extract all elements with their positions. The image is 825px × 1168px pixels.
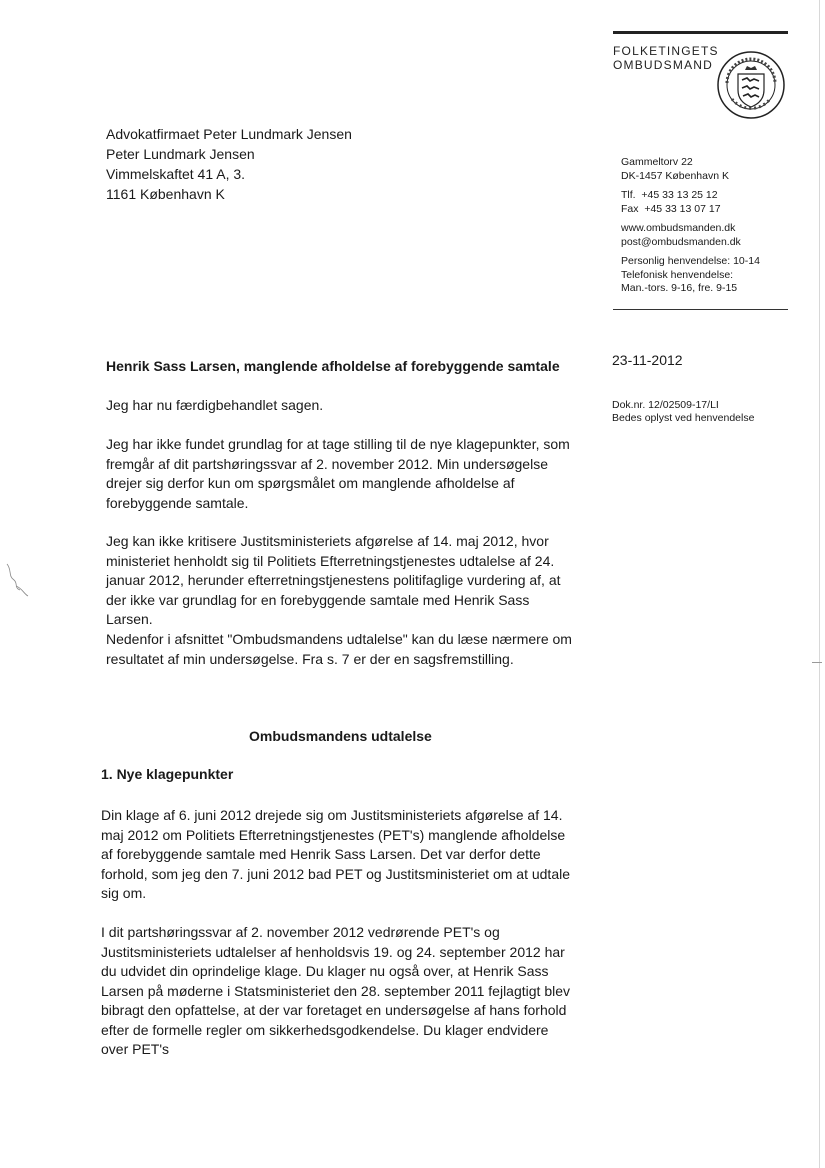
sender-website: www.ombudsmanden.dk [621, 222, 736, 234]
sender-street: Gammeltorv 22 [621, 156, 693, 168]
organization-name [613, 44, 719, 72]
body-paragraph: Jeg kan ikke kritisere Justitsministeriets afgørelse af 14. maj 2012, hvor ministeriet henholdt sig til Politiets Efterretningstjenestes udtalelse af 24. januar 2012, herunder efterretningstjenestens politifaglige vurdering af, at der ikke var grundlag for en forebyggende samtale med Henrik Sass Larsen. [106, 533, 561, 627]
document-reference-note: Bedes oplyst ved henvendelse [612, 412, 755, 424]
recipient-line: Vimmelskaftet 41 A, 3. [106, 166, 246, 182]
letter-subject: Henrik Sass Larsen, manglende afholdelse af forebyggende samtale [106, 358, 560, 374]
sender-email: post@ombudsmanden.dk [621, 235, 741, 248]
letter-date: 23-11-2012 [612, 352, 683, 368]
body-paragraph: Nedenfor i afsnittet "Ombudsmandens udtalelse" kan du læse nærmere om resultatet af min undersøgelse. Fra s. 7 er der en sagsfremstilling. [106, 631, 572, 667]
organization-name-line2: OMBUDSMAND [613, 58, 714, 72]
sender-phone: Tlf. +45 33 13 25 12 [621, 189, 718, 201]
folketinget-seal-icon [716, 50, 786, 120]
body-paragraph: I dit partshøringssvar af 2. november 2012 vedrørende PET's og Justitsministeriets udtalelser af henholdsvis 19. og 24. september 2012 har du udvidet din oprindelige klage. Du klager nu også over, at Henrik Sass Larsen på møderne i Statsministeriet den 28. september 2011 fejlagtigt blev bibragt den opfattelse, at der var foretaget en undersøgelse af hans forhold efter de formelle regler om sikkerhedsgodkendelse. Du klager endvidere over PET's [101, 924, 570, 1057]
recipient-line: Peter Lundmark Jensen [106, 146, 255, 162]
margin-mark-icon [4, 560, 30, 600]
sender-hours: Telefonisk henvendelse: [621, 268, 734, 281]
sender-hours: Man.-tors. 9-16, fre. 9-15 [621, 282, 738, 294]
contact-divider [613, 309, 788, 310]
recipient-line: 1161 København K [106, 186, 225, 202]
section-title: Ombudsmandens udtalelse [249, 728, 432, 744]
recipient-address [106, 124, 352, 204]
sender-fax: Fax +45 33 13 07 17 [621, 202, 721, 215]
recipient-line: Advokatfirmaet Peter Lundmark Jensen [106, 126, 352, 142]
sender-hours: Personlig henvendelse: 10-14 [621, 255, 760, 267]
page-edge [819, 0, 820, 1168]
document-reference [612, 399, 754, 425]
body-paragraph: Jeg har nu færdigbehandlet sagen. [106, 397, 324, 413]
organization-name-line1: FOLKETINGETS [613, 44, 719, 58]
section-heading: 1. Nye klagepunkter [101, 766, 234, 782]
sender-city: DK-1457 København K [621, 169, 729, 182]
sender-contact-block [621, 156, 791, 302]
letterhead-rule [613, 31, 788, 34]
page-edge-tick [812, 662, 822, 663]
body-paragraph: Jeg har ikke fundet grundlag for at tage stilling til de nye klagepunkter, som fremgår af dit partshøringssvar af 2. november 2012. Min undersøgelse drejer sig derfor kun om spørgsmålet om manglende afholdelse af forebyggende samtale. [106, 436, 570, 511]
body-paragraph: Din klage af 6. juni 2012 drejede sig om Justitsministeriets afgørelse af 14. maj 2012 om Politiets Efterretningstjenestes (PET's) manglende afholdelse af forebyggende samtale med Henrik Sass Larsen. Det var derfor dette forhold, som jeg den 7. juni 2012 bad PET og Justitsministeriet om at udtale sig om. [101, 807, 571, 901]
document-number: Dok.nr. 12/02509-17/LI [612, 399, 719, 411]
